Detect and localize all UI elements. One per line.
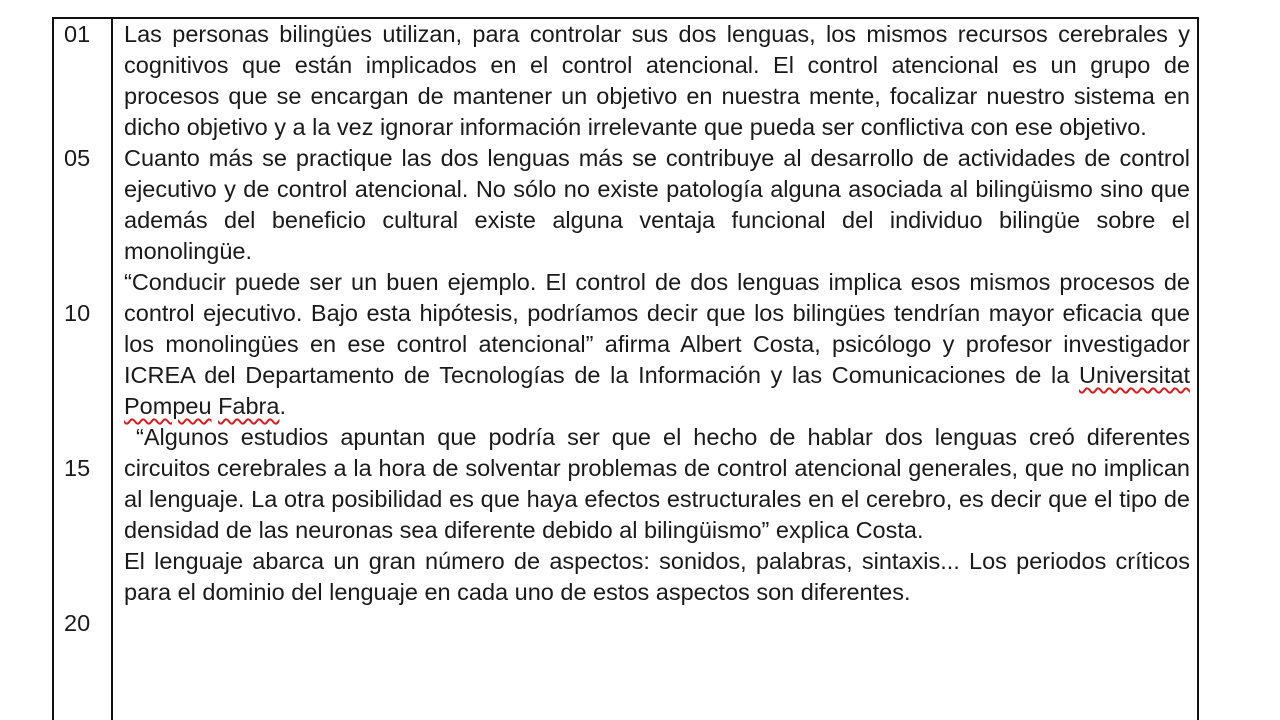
numbered-text-table: [52, 17, 1199, 720]
paragraph-2: Cuanto más se practique las dos lenguas más se contribuye al desarrollo de actividades de control ejecutivo y de control atencional. No sólo no existe patología alguna asociada al bilingüismo sino que además del beneficio cultural existe alguna ventaja funcional del individuo bilingüe sobre el monolingüe.: [124, 145, 1190, 264]
line-number-column: [54, 19, 110, 720]
text-column: [124, 19, 1197, 608]
line-number: 05: [64, 145, 91, 171]
paragraph-3-end: .: [279, 393, 286, 419]
paragraph-4: “Algunos estudios apuntan que podría ser que el hecho de hablar dos lenguas creó diferentes circuitos cerebrales a la hora de solventar problemas de control atencional generales, que no implican al lenguaje. La otra posibilidad es que haya efectos estructurales en el cerebro, es decir que el tipo de densidad de las neuronas sea diferente debido al bilingüismo” explica Costa.: [124, 424, 1197, 543]
spellcheck-word: Universitat: [1078, 362, 1190, 388]
paragraph-5: El lenguaje abarca un gran número de aspectos: sonidos, palabras, sintaxis... Los periodos críticos para el dominio del lenguaje en cada uno de estos aspectos son diferentes.: [124, 548, 1190, 605]
paragraph-3-text: “Conducir puede ser un buen ejemplo. El control de dos lenguas implica esos mismos procesos de control ejecutivo. Bajo esta hipótesis, podríamos decir que los bilingües tendrían mayor eficacia que los monolingües en ese control atencional” afirma Albert Costa, psicólogo y profesor investigador ICREA del Departamento de Tecnologías de la Información y las Comunicaciones de la: [124, 269, 1190, 388]
line-number: 20: [64, 610, 91, 636]
line-number: 01: [64, 21, 91, 47]
spellcheck-word: Fabra: [218, 393, 280, 419]
paragraph-1: Las personas bilingües utilizan, para controlar sus dos lenguas, los mismos recursos cerebrales y cognitivos que están implicados en el control atencional. El control atencional es un grupo de procesos que se encargan de mantener un objetivo en nuestra mente, focalizar nuestro sistema en dicho objetivo y a la vez ignorar información irrelevante que pueda ser conflictiva con ese objetivo.: [124, 21, 1190, 140]
line-number: 10: [64, 300, 91, 326]
column-divider: [111, 19, 113, 720]
line-number: 15: [64, 455, 91, 481]
spellcheck-word: Pompeu: [124, 393, 212, 419]
paragraph-3: [124, 267, 1190, 422]
